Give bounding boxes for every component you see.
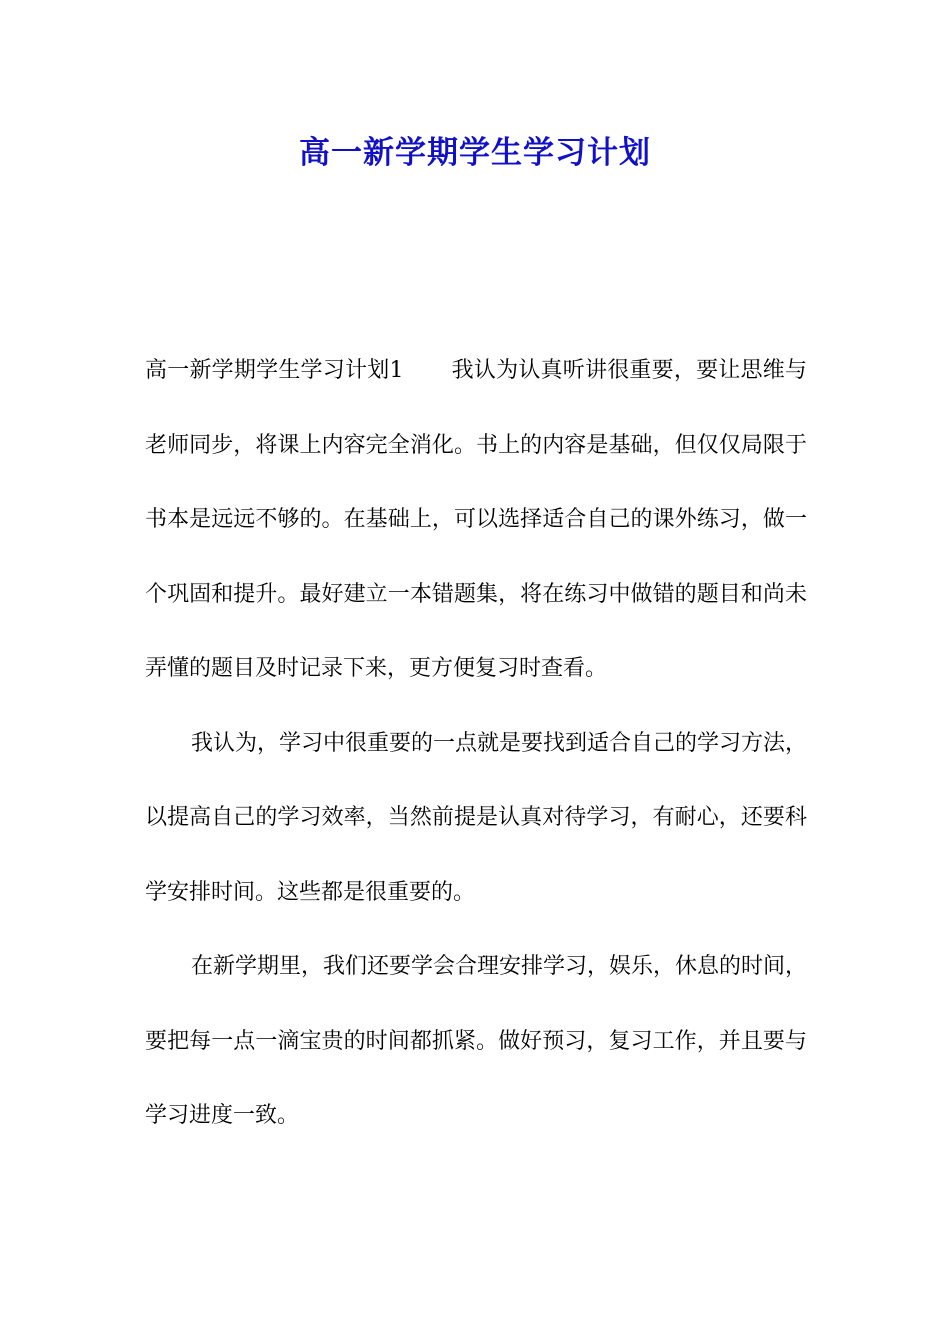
paragraph-1 <box>145 334 807 707</box>
section-heading: 高一新学期学生学习计划1 <box>145 358 404 383</box>
paragraph-1-text: 我认为认真听讲很重要，要让思维与老师同步，将课上内容完全消化。书上的内容是基础，但仅仅局限于书本是远远不够的。在基础上，可以选择适合自己的课外练习，做一个巩固和提升。最好建立一本错题集，将在练习中做错的题目和尚未弄懂的题目及时记录下来，更方便复习时查看。 <box>145 358 807 681</box>
document-title: 高一新学期学生学习计划 <box>299 135 651 171</box>
paragraph-3: 在新学期里，我们还要学会合理安排学习，娱乐，休息的时间，要把每一点一滴宝贵的时间都抓紧。做好预习，复习工作，并且要与学习进度一致。 <box>145 954 808 1128</box>
document-body <box>145 334 807 1154</box>
paragraph-2: 我认为，学习中很重要的一点就是要找到适合自己的学习方法，以提高自己的学习效率，当然前提是认真对待学习，有耐心，还要科学安排时间。这些都是很重要的。 <box>145 730 808 905</box>
